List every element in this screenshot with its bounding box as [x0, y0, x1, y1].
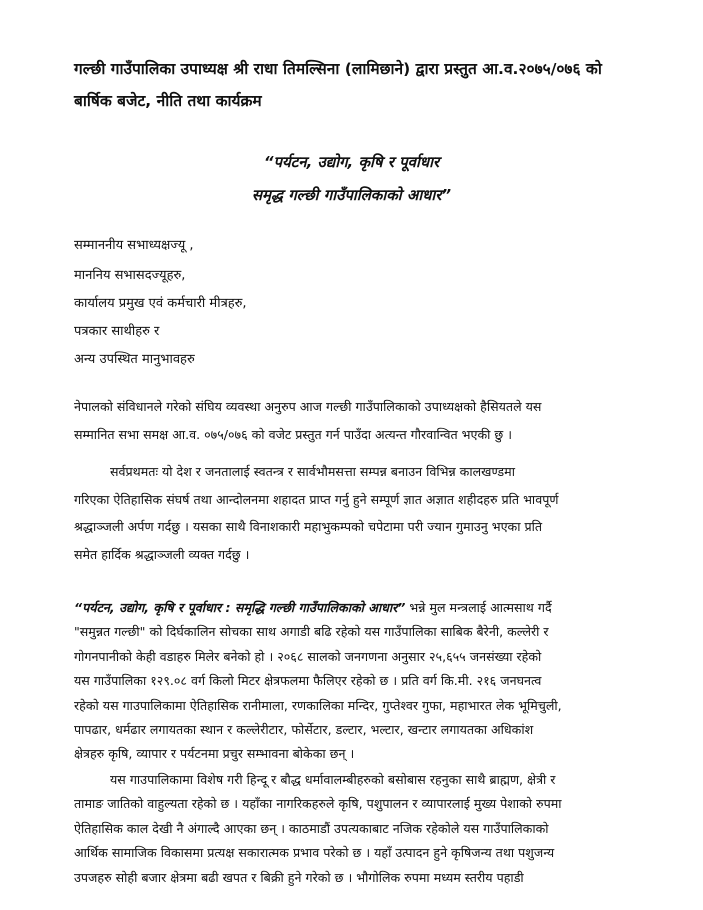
paragraph-line: तामाङ जातिको वाहुल्यता रहेको छ । यहाँका नागरिकहरुले कृषि, पशुपालन र व्यापारलाई मुख्य पेशाको रुपमा	[74, 796, 562, 812]
paragraph-line: क्षेत्रहरु कृषि, व्यापार र पर्यटनमा प्रचुर सम्भावना बोकेका छन् ।	[74, 746, 355, 762]
salutation: सम्माननीय सभाध्यक्षज्यू ,	[74, 238, 194, 253]
paragraph-line: रहेको यस गाउपालिकामा ऐतिहासिक रानीमाला, रणकालिका मन्दिर, गुप्तेश्वर गुफा, महाभारत लेक भूमिचुली,	[74, 697, 562, 713]
paragraph-line: उपजहरु सोही बजार क्षेत्रमा बढी खपत र बिक्री हुने गरेको छ । भौगोलिक रुपमा मध्यम स्तरीय पहाडी	[74, 869, 524, 885]
paragraph-line: श्रद्धाञ्जली अर्पण गर्दछु । यसका साथै विनाशकारी महाभुकम्पको चपेटामा परी ज्यान गुमाउनु भएका प्रति	[74, 519, 543, 534]
paragraph-line: सर्वप्रथमतः यो देश र जनतालाई स्वतन्त्र र सार्वभौमसत्ता सम्पन्न बनाउन विभिन्न कालखण्डमा	[110, 464, 515, 479]
salutation: अन्य उपस्थित मानुभावहरु	[74, 352, 195, 367]
paragraph-line: आर्थिक सामाजिक विकासमा प्रत्यक्ष सकारात्मक प्रभाव परेको छ । यहाँ उत्पादन हुने कृषिजन्य तथा पशुजन्य	[74, 845, 555, 861]
paragraph-line: सम्मानित सभा समक्ष आ.व. ०७५/०७६ को वजेट प्रस्तुत गर्न पाउँदा अत्यन्त गौरवान्वित भएकी छु ।	[74, 426, 513, 442]
subtitle-line-1: “पर्यटन, उद्योग, कृषि र पूर्वाधार	[263, 153, 440, 171]
paragraph-line: भन्ने मुल मन्त्रलाई आत्मसाथ गर्दै	[405, 600, 552, 615]
paragraph-line: समेत हार्दिक श्रद्धाञ्जली व्यक्त गर्दछु ।	[74, 546, 250, 562]
paragraph-line: गरिएका ऐतिहासिक संघर्ष तथा आन्दोलनमा शहादत प्राप्त गर्नु हुने सम्पूर्ण ज्ञात अज्ञात शहीदहरु प्रति भावपूर्ण	[74, 491, 559, 507]
salutation: कार्यालय प्रमुख एवं कर्मचारी मीत्रहरु,	[74, 296, 247, 311]
heading-line-1: गल्छी गाउँपालिका उपाध्यक्ष श्री राधा तिमल्सिना (लामिछाने) द्वारा प्रस्तुत आ.व.२०७५/०७६ को	[74, 60, 602, 78]
subtitle-line-2: समृद्ध गल्छी गाउँपालिकाको आधार”	[251, 186, 452, 204]
document-heading	[74, 53, 659, 117]
heading-line-2: बार्षिक बजेट, नीति तथा कार्यक्रम	[74, 92, 262, 110]
paragraph-line: गोगनपानीको केही वडाहरु मिलेर बनेको हो । २०६८ सालको जनगणना अनुसार २५,६५५ जनसंख्या रहेको	[74, 648, 542, 664]
paragraph-line: नेपालको संविधानले गरेको संघिय व्यवस्था अनुरुप आज गल्छी गाउँपालिकाको उपाध्यक्षको हैसियतले यस	[74, 399, 542, 414]
paragraph-demography	[74, 768, 656, 890]
paragraph-line: यस गाउँपालिका १२९.०८ वर्ग किलो मिटर क्षेत्रफलमा फैलिएर रहेको छ । प्रति वर्ग कि.मी. २१६ जनघनत्व	[74, 673, 542, 689]
paragraph-line: "समुन्नत गल्छी" को दिर्घकालिन सोचका साथ अगाडी बढि रहेको यस गाउँपालिका साबिक बैरेनी, कल्लेरी र	[74, 624, 549, 640]
paragraph-tribute	[74, 458, 656, 568]
paragraph-line: यस गाउपालिकामा विशेष गरी हिन्दू र बौद्ध धर्मावालम्बीहरुको बसोबास रहनुका साथै ब्राह्मण, क्षेत्री र	[110, 772, 556, 787]
vision-quote: “पर्यटन, उद्योग, कृषि र पूर्वाधार : समृद्धि गल्छी गाउँपालिकाको आधार”	[74, 600, 406, 615]
paragraph-intro	[74, 393, 656, 448]
salutation: माननिय सभासदज्यूहरु,	[74, 268, 186, 283]
paragraph-line: ऐतिहासिक काल देखी नै अंगाल्दै आएका छन् । काठमाडौं उपत्यकाबाट नजिक रहेकोले यस गाउँपालिकाको	[74, 820, 549, 836]
paragraph-line: पापढार, धर्मढार लगायतका स्थान र कल्लेरीटार, फोर्सेटार, डल्टार, भल्टार, खन्टार लगायतका अधिकांश	[74, 722, 534, 738]
salutation: पत्रकार साथीहरु र	[74, 324, 160, 339]
paragraph-vision	[74, 596, 656, 767]
